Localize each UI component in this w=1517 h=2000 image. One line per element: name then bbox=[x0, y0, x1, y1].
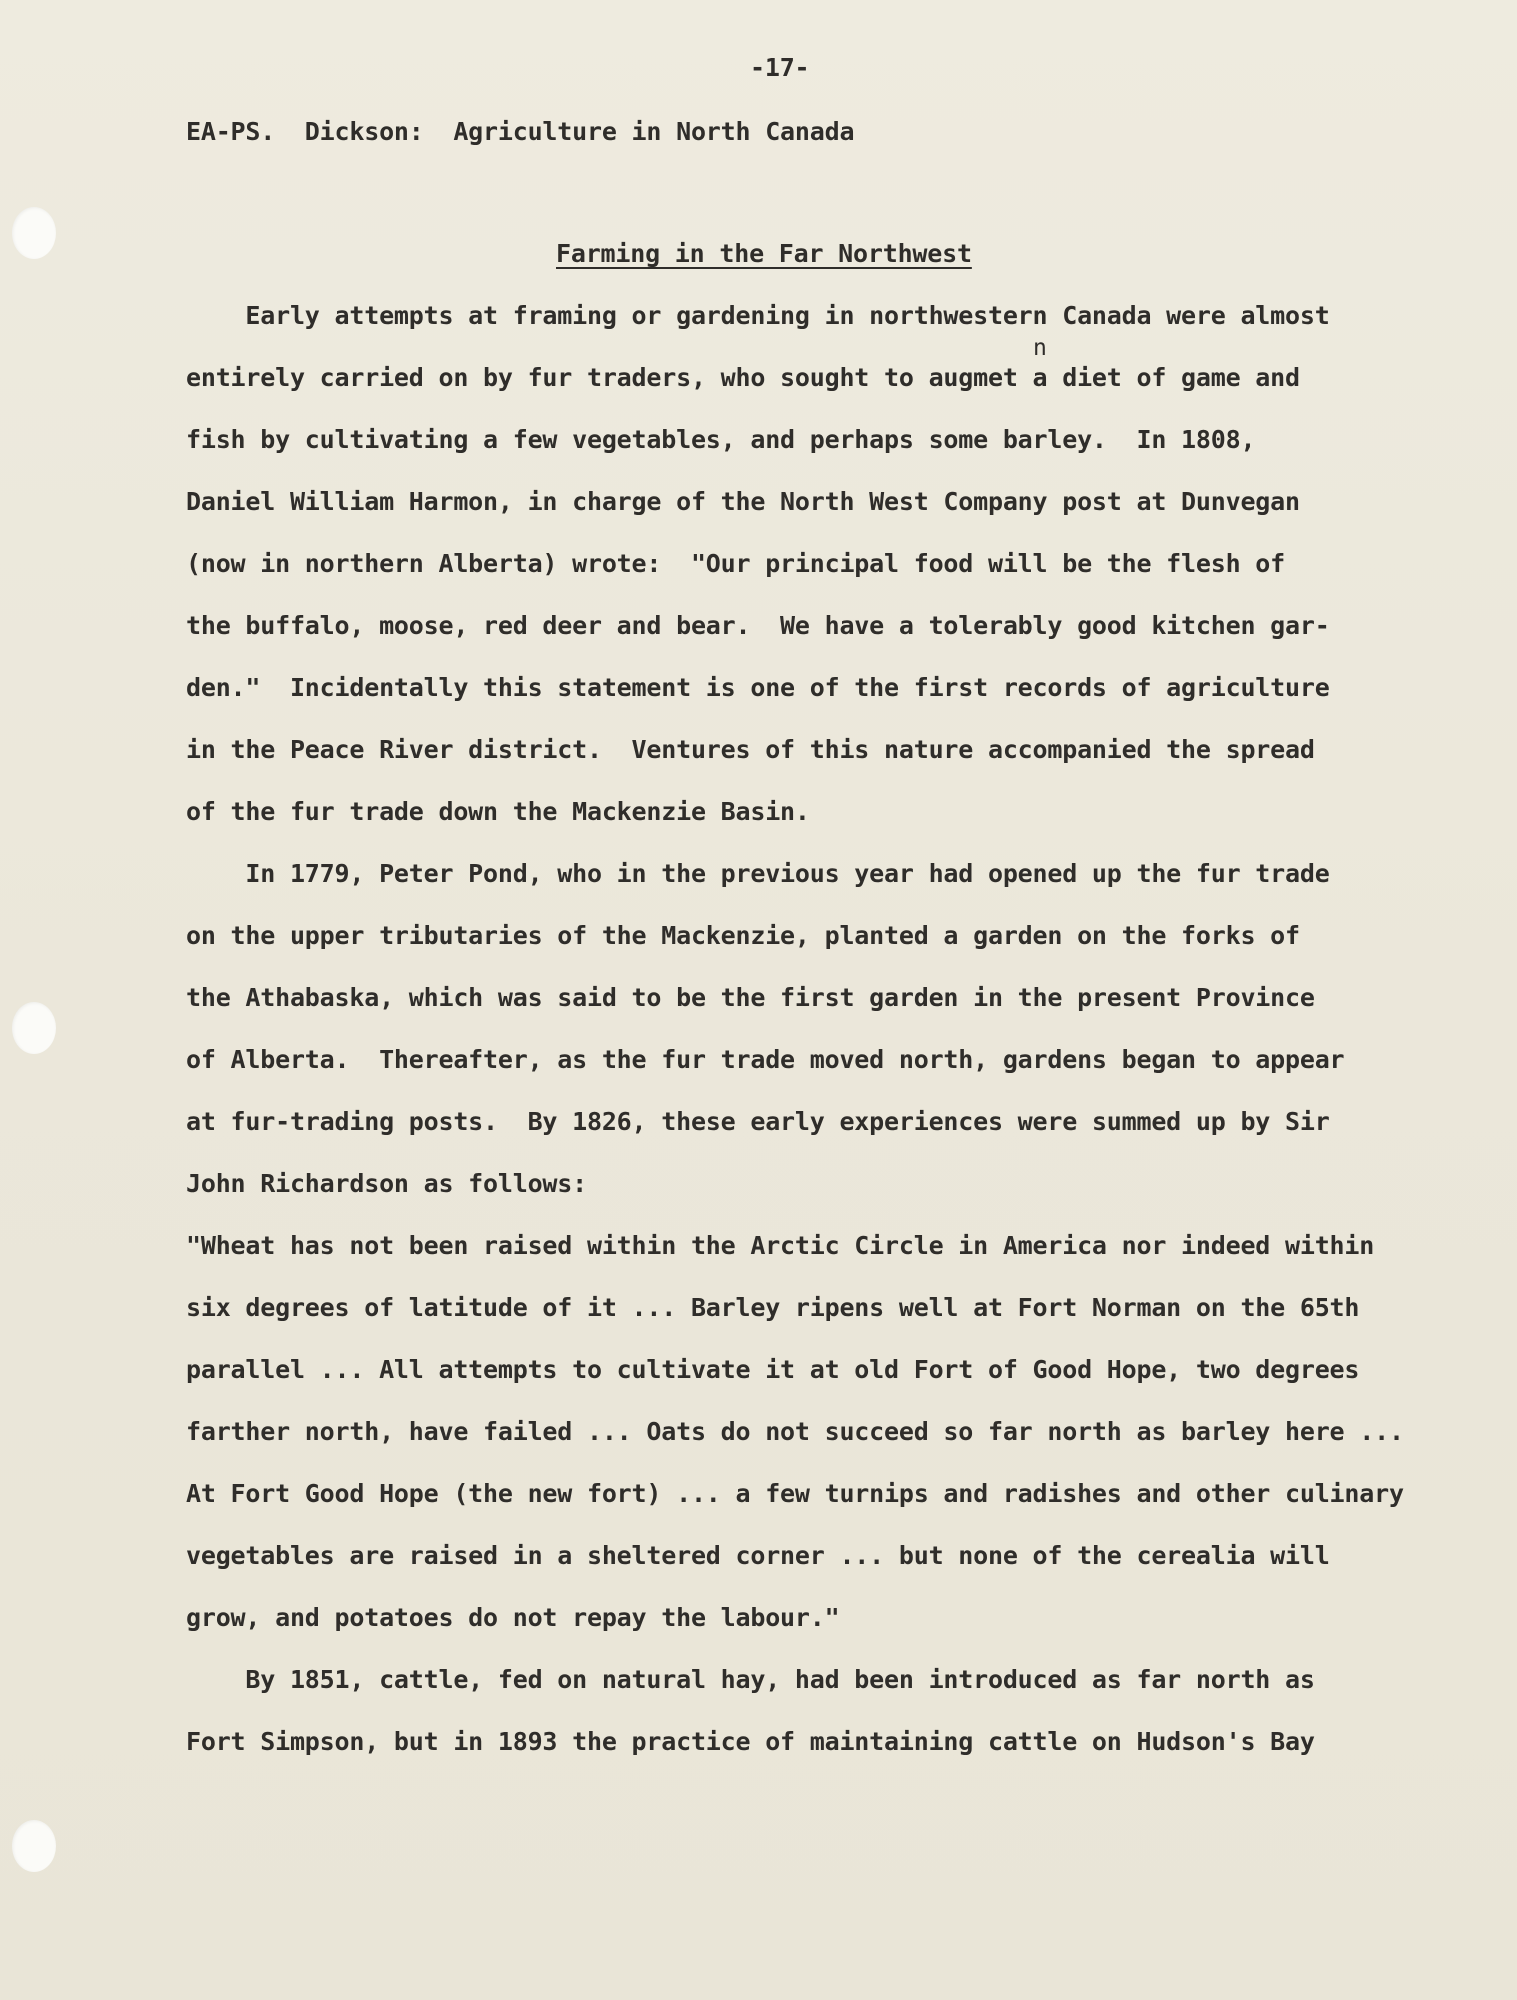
body-line-3: fish by cultivating a few vegetables, and perhaps some barley. In 1808, bbox=[186, 425, 1256, 454]
body-line-13: of Alberta. Thereafter, as the fur trade moved north, gardens began to appear bbox=[186, 1045, 1345, 1074]
quote-line-3: parallel ... All attempts to cultivate it at old Fort of Good Hope, two degrees bbox=[186, 1355, 1360, 1384]
body-line-9: of the fur trade down the Mackenzie Basin. bbox=[186, 797, 810, 826]
body-line-16: By 1851, cattle, fed on natural hay, had been introduced as far north as bbox=[186, 1665, 1315, 1694]
body-line-11: on the upper tributaries of the Mackenzie, planted a garden on the forks of bbox=[186, 921, 1300, 950]
body-line-6: the buffalo, moose, red deer and bear. We have a tolerably good kitchen gar- bbox=[186, 611, 1330, 640]
quote-line-7: grow, and potatoes do not repay the labour." bbox=[186, 1603, 840, 1632]
body-line-4: Daniel William Harmon, in charge of the North West Company post at Dunvegan bbox=[186, 487, 1300, 516]
page-number: -17- bbox=[750, 53, 810, 82]
quote-line-4: farther north, have failed ... Oats do not succeed so far north as barley here ... bbox=[186, 1417, 1404, 1446]
body-line-12: the Athabaska, which was said to be the first garden in the present Province bbox=[186, 983, 1315, 1012]
body-line-15: John Richardson as follows: bbox=[186, 1169, 587, 1198]
quote-line-5: At Fort Good Hope (the new fort) ... a few turnips and radishes and other culinary bbox=[186, 1479, 1404, 1508]
body-line-10: In 1779, Peter Pond, who in the previous year had opened up the fur trade bbox=[186, 859, 1330, 888]
body-line-17: Fort Simpson, but in 1893 the practice of maintaining cattle on Hudson's Bay bbox=[186, 1727, 1315, 1756]
quote-line-2: six degrees of latitude of it ... Barley ripens well at Fort Norman on the 65th bbox=[186, 1293, 1360, 1322]
body-line-8: in the Peace River district. Ventures of this nature accompanied the spread bbox=[186, 735, 1315, 764]
body-line-5: (now in northern Alberta) wrote: "Our principal food will be the flesh of bbox=[186, 549, 1285, 578]
punch-hole bbox=[12, 207, 56, 259]
body-line-1: Early attempts at framing or gardening in northwestern Canada were almost bbox=[186, 301, 1330, 330]
running-header: EA-PS. Dickson: Agriculture in North Canada bbox=[186, 117, 855, 146]
quote-line-6: vegetables are raised in a sheltered corner ... but none of the cerealia will bbox=[186, 1541, 1330, 1570]
body-line-14: at fur-trading posts. By 1826, these early experiences were summed up by Sir bbox=[186, 1107, 1330, 1136]
handwritten-correction: n bbox=[1033, 335, 1047, 361]
section-title: Farming in the Far Northwest bbox=[556, 239, 972, 268]
body-line-7: den." Incidentally this statement is one of the first records of agriculture bbox=[186, 673, 1330, 702]
punch-hole bbox=[12, 1002, 56, 1054]
quote-line-1: "Wheat has not been raised within the Arctic Circle in America nor indeed within bbox=[186, 1231, 1375, 1260]
punch-hole bbox=[12, 1820, 56, 1872]
body-line-2: entirely carried on by fur traders, who sought to augmet a diet of game and bbox=[186, 363, 1300, 392]
